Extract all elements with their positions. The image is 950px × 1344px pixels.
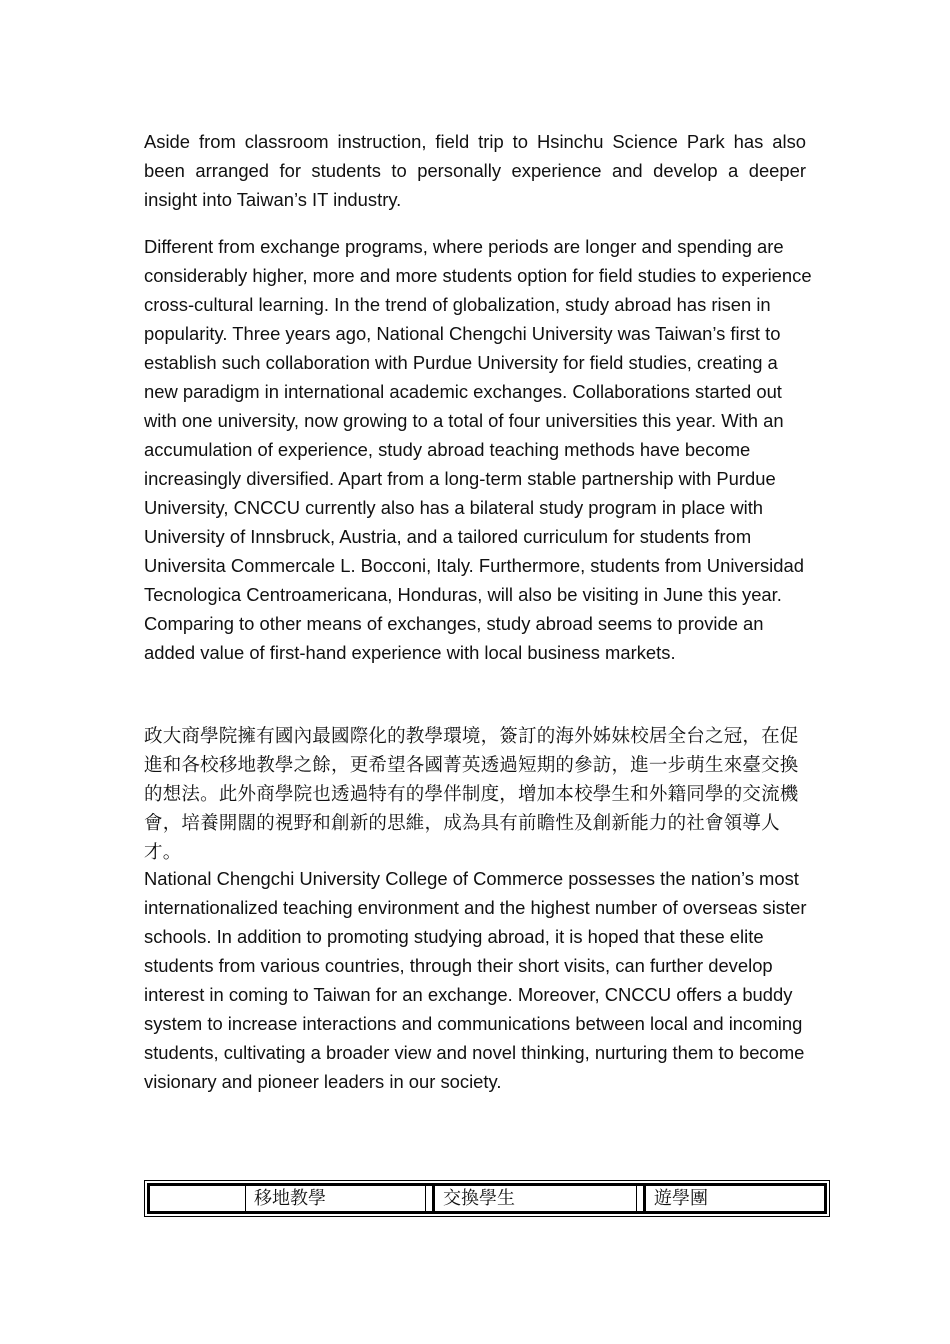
table-header-exchange-students: 交換學生: [435, 1186, 637, 1211]
paragraph-english-summary: National Chengchi University College of Commerce possesses the nation’s most internationalized teaching environment and the highest number of overseas sister schools. In addition to promoting studying abroad, it is hoped that these elite students from various countries, through their short visits, can further develop interest in coming to Taiwan for an exchange. Moreover, CNCCU offers a buddy system to increase interactions and communications between local and incoming students, cultivating a broader view and novel thinking, nurturing them to become visionary and pioneer leaders in our society.: [144, 868, 807, 1092]
table-header-row: [147, 1183, 827, 1214]
paragraph-field-studies: Different from exchange programs, where periods are longer and spending are considerably higher, more and more students option for field studies to experience cross-cultural learning. In the trend of globalization, study abroad has risen in popularity. Three years ago, National Chengchi University was Taiwan’s first to establish such collaboration with Purdue University for field studies, creating a new paradigm in international academic exchanges. Collaborations started out with one university, now growing to a total of four universities this year. With an accumulation of experience, study abroad teaching methods have become increasingly diversified. Apart from a long-term stable partnership with Purdue University, CNCCU currently also has a bilateral study program in place with University of Innsbruck, Austria, and a tailored curriculum for students from Universita Commercale L. Bocconi, Italy. Furthermore, students from Universidad Tecnologica Centroamericana, Honduras, will also be visiting in June this year. Comparing to other means of exchanges, study abroad seems to provide an added value of first-hand experience with local business markets.: [144, 236, 812, 663]
table-header-study-tour: 遊學團: [654, 1188, 708, 1209]
table-header-empty: [150, 1186, 246, 1211]
paragraph-field-trip: Aside from classroom instruction, field trip to Hsinchu Science Park has also been arranged for students to personally experience and develop a deeper insight into Taiwan’s IT industry.: [144, 131, 806, 210]
paragraph-chinese-summary: 政大商學院擁有國內最國際化的教學環境，簽訂的海外姊妹校居全台之冠，在促進和各校移地教學之餘，更希望各國菁英透過短期的參訪，進一步萌生來臺交換的想法。此外商學院也透過特有的學伴制度，增加本校學生和外籍同學的交流機會，培養開闊的視野和創新的思維，成為具有前瞻性及創新能力的社會領導人才。: [144, 726, 799, 863]
table-header-field-study: 移地教學: [246, 1186, 426, 1211]
program-table: [144, 1180, 830, 1217]
